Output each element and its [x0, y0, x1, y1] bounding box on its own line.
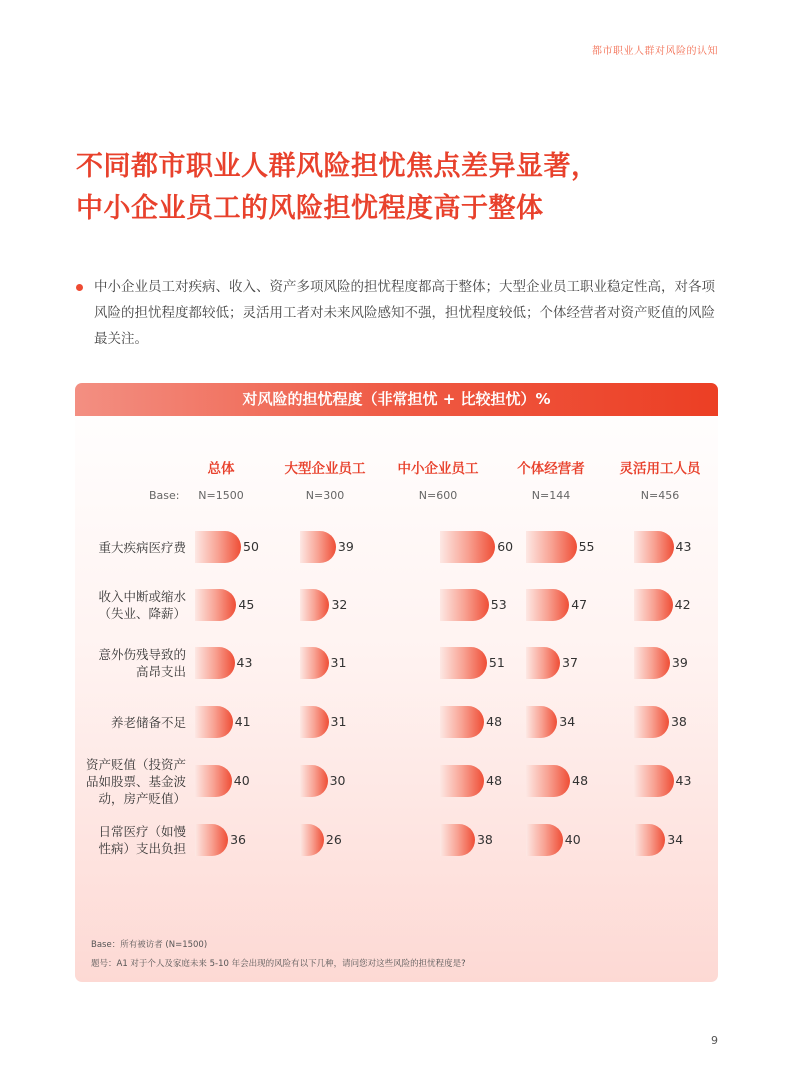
row-label-line: 收入中断或缩水 — [98, 589, 186, 604]
bar-value-label: 40 — [233, 773, 250, 788]
bar — [634, 765, 674, 797]
bar — [440, 531, 495, 563]
summary-bullet — [76, 274, 726, 352]
row-label — [75, 823, 186, 857]
bar-value-label: 53 — [490, 597, 507, 612]
bar-value-label: 47 — [571, 597, 588, 612]
bar-value-label: 34 — [667, 832, 684, 847]
bar-value-label: 43 — [675, 773, 692, 788]
row-label — [75, 539, 186, 556]
row-label-line: 品如股票、基金波 — [85, 773, 186, 789]
bar-value-label: 48 — [572, 773, 589, 788]
bar-value-label: 43 — [236, 655, 253, 670]
bar-value-label: 39 — [337, 539, 354, 554]
bar — [195, 589, 236, 621]
bar — [440, 647, 487, 679]
bar-value-label: 40 — [564, 832, 581, 847]
row-label — [75, 588, 186, 622]
base-count: N=300 — [305, 489, 345, 502]
summary-text: 中小企业员工对疾病、收入、资产多项风险的担忧程度都高于整体；大型企业员工职业稳定性高，对各项风险的担忧程度都较低；灵活用工者对未来风险感知不强，担忧程度较低；个体经营者对资产贬值的风险最关注。 — [94, 279, 715, 347]
bar-value-label: 38 — [670, 714, 687, 729]
bar — [526, 824, 563, 856]
row-label-line: 重大疾病医疗费 — [98, 539, 186, 555]
base-count: N=144 — [531, 489, 571, 502]
bar-value-label: 42 — [674, 597, 691, 612]
bar — [440, 706, 484, 738]
bar — [634, 824, 665, 856]
bar — [195, 531, 241, 563]
bar-value-label: 30 — [329, 773, 346, 788]
footnote-base: Base：所有被访者 (N=1500) — [91, 940, 208, 950]
row-label-line: 意外伤残导致的 — [98, 647, 186, 662]
bar — [526, 589, 569, 621]
column-header: 总体 — [207, 461, 235, 477]
row-label — [75, 714, 186, 731]
bar-value-label: 26 — [325, 832, 342, 847]
bar — [634, 531, 674, 563]
running-head: 都市职业人群对风险的认知 — [592, 46, 718, 57]
bar-value-label: 48 — [486, 714, 503, 729]
bar-value-label: 43 — [675, 539, 692, 554]
bar-value-label: 39 — [671, 655, 688, 670]
bar-value-label: 60 — [497, 539, 514, 554]
row-label-line: 高昂支出 — [135, 664, 186, 679]
base-count: N=456 — [640, 489, 680, 502]
page-title — [76, 146, 736, 230]
footnote-question: 题号：A1 对于个人及家庭未来 5-10 年会出现的风险有以下几种，请问您对这些风险的担忧程度是? — [91, 959, 466, 969]
bar-value-label: 55 — [578, 539, 595, 554]
row-label — [75, 756, 186, 807]
bar — [195, 824, 228, 856]
bar — [440, 824, 475, 856]
bar — [526, 531, 577, 563]
bar — [195, 706, 233, 738]
bar — [526, 765, 570, 797]
row-label — [75, 646, 186, 680]
bar-value-label: 31 — [330, 714, 347, 729]
base-count: N=600 — [418, 489, 458, 502]
bar-value-label: 51 — [488, 655, 505, 670]
bar — [300, 824, 324, 856]
row-label-line: 资产贬值（投资产 — [85, 756, 186, 772]
chart-panel — [75, 383, 718, 982]
row-label-line: （失业、降薪） — [98, 606, 186, 621]
bar-value-label: 37 — [562, 655, 578, 670]
bar — [300, 706, 329, 738]
bar — [634, 647, 670, 679]
column-header: 大型企业员工 — [284, 461, 366, 477]
row-label-line: 日常医疗（如慢 — [98, 824, 186, 839]
bar — [440, 589, 489, 621]
bar — [195, 765, 232, 797]
title-line-1: 不同都市职业人群风险担忧焦点差异显著， — [76, 151, 599, 182]
base-label: Base: — [149, 489, 180, 502]
bar-value-label: 34 — [559, 714, 576, 729]
bar-value-label: 38 — [476, 832, 493, 847]
row-label-line: 养老储备不足 — [110, 714, 186, 730]
column-header: 个体经营者 — [517, 461, 585, 477]
title-line-2: 中小企业员工的风险担忧程度高于整体 — [76, 193, 544, 224]
column-header: 中小企业员工 — [397, 461, 479, 477]
bar — [526, 706, 557, 738]
bar-value-label: 41 — [234, 714, 251, 729]
bar-value-label: 36 — [230, 832, 247, 847]
bar — [300, 589, 329, 621]
bar — [440, 765, 484, 797]
bar-value-label: 48 — [486, 773, 503, 788]
bullet-dot-icon — [76, 284, 83, 291]
bar-value-label: 50 — [243, 539, 259, 554]
bar — [634, 589, 673, 621]
bar-value-label: 32 — [331, 597, 348, 612]
bar — [300, 765, 328, 797]
bar — [526, 647, 560, 679]
bar-value-label: 45 — [238, 597, 255, 612]
page-number: 9 — [711, 1034, 718, 1047]
bar — [300, 531, 336, 563]
chart-title: 对风险的担忧程度（非常担忧 + 比较担忧）% — [75, 383, 718, 416]
bar — [195, 647, 235, 679]
bar — [300, 647, 329, 679]
base-count: N=1500 — [198, 489, 244, 502]
row-label-line: 动，房产贬值） — [98, 790, 186, 806]
column-header: 灵活用工人员 — [619, 461, 701, 477]
bar — [634, 706, 669, 738]
bar-value-label: 31 — [330, 655, 347, 670]
row-label-line: 性病）支出负担 — [98, 841, 186, 856]
